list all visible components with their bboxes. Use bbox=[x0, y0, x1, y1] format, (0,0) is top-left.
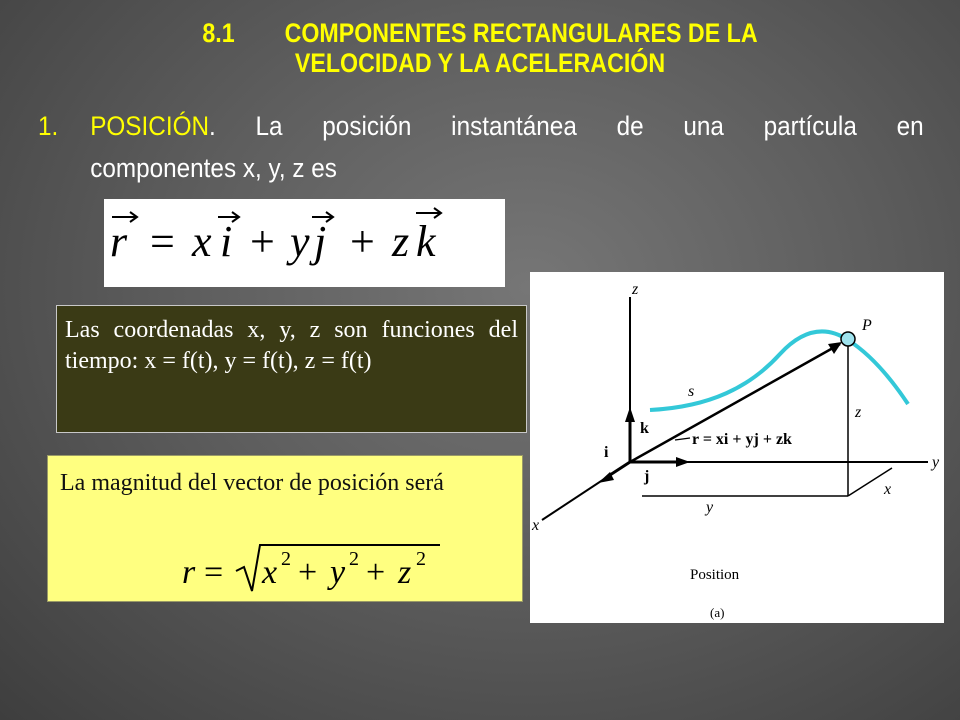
paragraph-text-2: componentes x, y, z es bbox=[90, 153, 337, 183]
mag-plus-2: + bbox=[366, 554, 386, 591]
coordinates-note-box bbox=[56, 305, 527, 433]
k-arrowhead bbox=[625, 407, 635, 422]
magnitude-formula bbox=[178, 539, 478, 597]
position-formula-svg bbox=[104, 199, 505, 287]
i-label: i bbox=[604, 444, 609, 461]
z-axis-label: z bbox=[632, 281, 639, 298]
diagram-caption: Position bbox=[690, 567, 740, 583]
x-axis-label: x bbox=[532, 517, 540, 534]
y-dimension-label: y bbox=[706, 499, 714, 516]
k-label: k bbox=[640, 420, 649, 437]
paragraph-text-1: . La posición instantánea de una partícula en bbox=[209, 111, 924, 141]
title-line2: VELOCIDAD Y LA ACELERACIÓN bbox=[294, 48, 666, 78]
formula-r: r bbox=[110, 217, 128, 266]
position-vector-arrowhead bbox=[828, 342, 842, 354]
position-diagram bbox=[530, 272, 944, 623]
particle-point bbox=[841, 332, 855, 346]
mag-exp-3: 2 bbox=[416, 548, 426, 570]
keyword-posicion: POSICIÓN bbox=[90, 111, 210, 141]
coordinates-note-text: Las coordenadas x, y, z son funciones del tiempo: x = f(t), y = f(t), z = f(t) bbox=[65, 317, 518, 374]
curve-label: s bbox=[688, 383, 695, 400]
mag-equals: = bbox=[204, 554, 224, 591]
magnitude-note-text: La magnitud del vector de posición será bbox=[60, 470, 444, 496]
mag-x: x bbox=[262, 554, 278, 591]
formula-z: z bbox=[392, 217, 410, 266]
mag-exp-2: 2 bbox=[349, 548, 359, 570]
vector-equation-label: r = xi + yj + zk bbox=[692, 431, 792, 448]
formula-j: j bbox=[314, 217, 327, 266]
mag-plus-1: + bbox=[298, 554, 318, 591]
title-number: 8.1 bbox=[202, 18, 235, 48]
magnitude-note-box bbox=[47, 455, 523, 602]
mag-z: z bbox=[398, 554, 412, 591]
formula-i: i bbox=[220, 217, 233, 266]
height-label: z bbox=[855, 404, 862, 421]
point-label: P bbox=[862, 317, 872, 334]
formula-plus-1: + bbox=[250, 217, 275, 266]
mag-exp-1: 2 bbox=[281, 548, 291, 570]
j-arrowhead bbox=[676, 457, 690, 467]
formula-k: k bbox=[416, 217, 436, 266]
i-unit-vector bbox=[610, 462, 630, 475]
formula-y: y bbox=[290, 217, 310, 266]
title-line1: COMPONENTES RECTANGULARES DE LA bbox=[284, 18, 758, 48]
position-vector-formula bbox=[104, 199, 505, 287]
diagram-subcaption: (a) bbox=[710, 605, 725, 620]
j-label: j bbox=[644, 468, 650, 485]
x-dimension-label: x bbox=[884, 481, 892, 498]
label-leader-line bbox=[675, 438, 690, 440]
formula-plus-2: + bbox=[350, 217, 375, 266]
formula-x: x bbox=[192, 217, 212, 266]
list-number: 1. bbox=[38, 111, 59, 141]
slide-title bbox=[67, 18, 893, 78]
formula-equals: = bbox=[150, 217, 175, 266]
mag-y: y bbox=[330, 554, 346, 591]
position-paragraph bbox=[38, 105, 924, 189]
y-axis-label: y bbox=[932, 454, 940, 471]
position-diagram-svg bbox=[530, 272, 944, 623]
mag-r: r bbox=[182, 554, 196, 591]
